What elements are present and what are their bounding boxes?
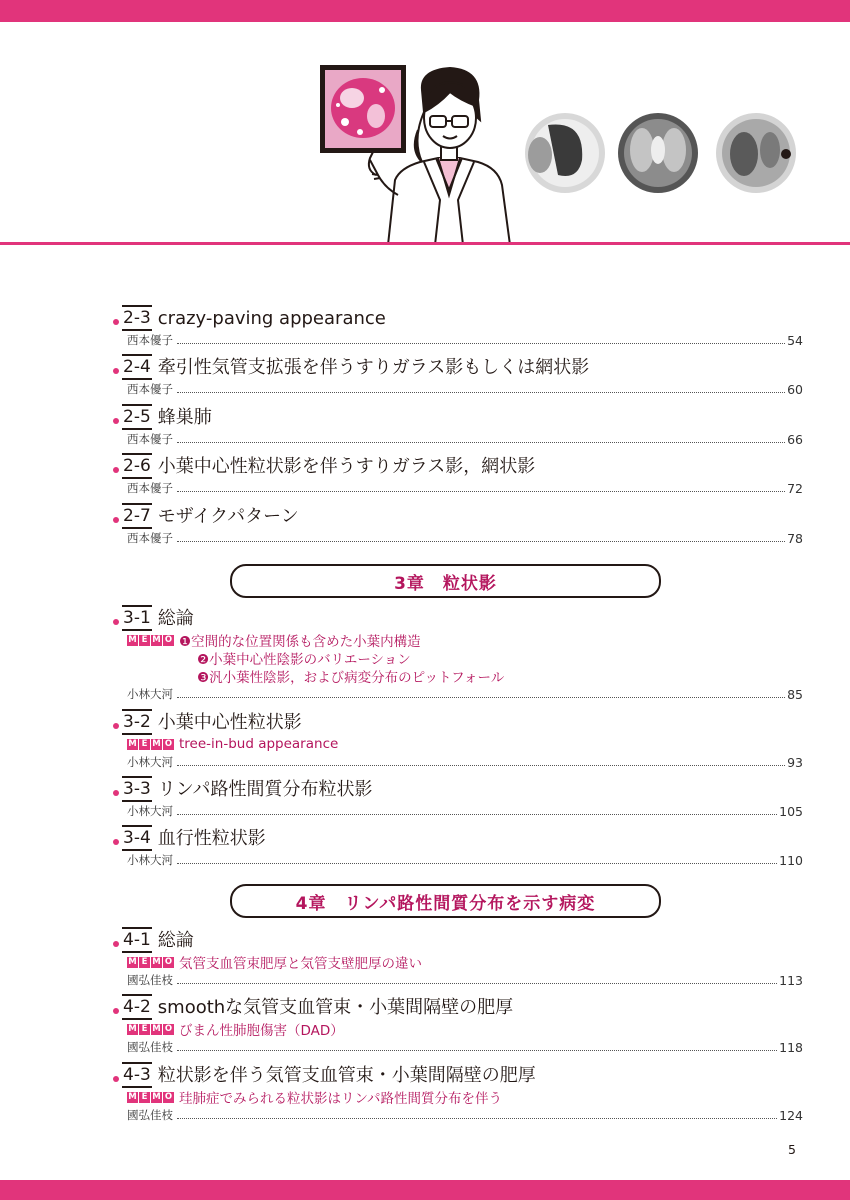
- bullet-icon: [113, 941, 119, 947]
- bullet-icon: [113, 517, 119, 523]
- toc-entry[interactable]: [113, 354, 803, 397]
- bullet-icon: [113, 467, 119, 473]
- author: 小林大河: [127, 804, 173, 818]
- section-number: 4-1: [122, 927, 152, 953]
- memo-text: ❷小葉中心性陰影のバリエーション: [197, 652, 411, 668]
- header-illustration: [300, 50, 820, 245]
- bullet-icon: [113, 1076, 119, 1082]
- section-number: 2-5: [122, 404, 152, 430]
- page-ref: 54: [787, 333, 803, 348]
- bullet-icon: [113, 723, 119, 729]
- bullet-icon: [113, 619, 119, 625]
- section-number: 3-3: [122, 776, 152, 802]
- memo-text: ❶空間的な位置関係も含めた小葉内構造: [179, 634, 421, 650]
- leader-dots: [177, 1118, 777, 1119]
- memo-badge: M E M O: [128, 1091, 173, 1102]
- page-number: 5: [788, 1142, 796, 1157]
- leader-dots: [177, 541, 785, 542]
- leader-dots: [177, 491, 785, 492]
- section-title[interactable]: smoothな気管支血管束・小葉間隔壁の肥厚: [157, 997, 514, 1018]
- section-title[interactable]: リンパ路性間質分布粒状影: [157, 779, 373, 800]
- bullet-icon: [113, 790, 119, 796]
- memo-badge: M E M O: [128, 738, 173, 749]
- page-ref: 118: [779, 1040, 803, 1055]
- toc-entry[interactable]: [113, 709, 803, 770]
- author: 小林大河: [127, 687, 173, 701]
- page-ref: 85: [787, 687, 803, 702]
- toc-entry[interactable]: [113, 825, 803, 868]
- author: 國弘佳枝: [127, 1108, 173, 1122]
- bullet-icon: [113, 319, 119, 325]
- memo-badge: M E M O: [128, 956, 173, 967]
- page-ref: 78: [787, 531, 803, 546]
- section-number: 2-3: [122, 305, 152, 331]
- section-title[interactable]: 粒状影を伴う気管支血管束・小葉間隔壁の肥厚: [157, 1065, 536, 1086]
- memo-text: tree-in-bud appearance: [179, 736, 339, 752]
- author: 國弘佳枝: [127, 973, 173, 987]
- ct-scan-circle-1: [525, 113, 605, 193]
- leader-dots: [177, 814, 777, 815]
- leader-dots: [177, 1050, 777, 1051]
- section-number: 4-3: [122, 1062, 152, 1088]
- ct-film-image: [320, 65, 406, 153]
- page-ref: 60: [787, 382, 803, 397]
- chapter-heading[interactable]: [230, 564, 661, 598]
- bullet-icon: [113, 1008, 119, 1014]
- section-title[interactable]: 小葉中心性粒状影: [157, 712, 302, 733]
- memo-badge: M E M O: [128, 1023, 173, 1034]
- page-ref: 72: [787, 481, 803, 496]
- section-title[interactable]: crazy-paving appearance: [157, 308, 386, 329]
- toc-entry[interactable]: [113, 453, 803, 496]
- section-title[interactable]: 蜂巣肺: [157, 407, 212, 428]
- toc-entry[interactable]: [113, 927, 803, 988]
- author: 西本優子: [127, 481, 173, 495]
- header-divider: [0, 242, 850, 245]
- toc-entry[interactable]: [113, 305, 803, 348]
- toc-entry[interactable]: [113, 605, 803, 702]
- section-number: 3-4: [122, 825, 152, 851]
- author: 國弘佳枝: [127, 1040, 173, 1054]
- author: 西本優子: [127, 531, 173, 545]
- bullet-icon: [113, 839, 119, 845]
- toc-entry[interactable]: [113, 994, 803, 1055]
- toc-entry[interactable]: [113, 776, 803, 819]
- toc-entry[interactable]: [113, 1062, 803, 1123]
- section-number: 3-1: [122, 605, 152, 631]
- page-ref: 105: [779, 804, 803, 819]
- leader-dots: [177, 765, 785, 766]
- leader-dots: [177, 863, 777, 864]
- page-ref: 93: [787, 755, 803, 770]
- section-title[interactable]: 総論: [157, 930, 194, 951]
- bullet-icon: [113, 368, 119, 374]
- leader-dots: [177, 442, 785, 443]
- bullet-icon: [113, 418, 119, 424]
- chapter-title: 4章 リンパ路性間質分布を示す病変: [295, 893, 596, 914]
- section-title[interactable]: 小葉中心性粒状影を伴うすりガラス影，網状影: [157, 456, 536, 477]
- leader-dots: [177, 983, 777, 984]
- toc-entry[interactable]: [113, 404, 803, 447]
- section-title[interactable]: 血行性粒状影: [157, 828, 266, 849]
- page-ref: 110: [779, 853, 803, 868]
- section-title[interactable]: モザイクパターン: [157, 506, 299, 527]
- section-number: 2-7: [122, 503, 152, 529]
- memo-text: 気管支血管束肥厚と気管支壁肥厚の違い: [179, 956, 422, 972]
- section-number: 2-6: [122, 453, 152, 479]
- section-number: 3-2: [122, 709, 152, 735]
- author: 小林大河: [127, 755, 173, 769]
- ct-scan-circle-3: [716, 113, 796, 193]
- author: 小林大河: [127, 853, 173, 867]
- chapter-heading[interactable]: [230, 884, 661, 918]
- author: 西本優子: [127, 382, 173, 396]
- leader-dots: [177, 697, 785, 698]
- memo-text: 珪肺症でみられる粒状影はリンパ路性間質分布を伴う: [179, 1091, 503, 1107]
- ct-scan-circle-2: [618, 113, 698, 193]
- chapter-title: 3章 粒状影: [394, 573, 497, 594]
- leader-dots: [177, 392, 785, 393]
- author: 西本優子: [127, 432, 173, 446]
- toc-entry[interactable]: [113, 503, 803, 546]
- memo-text: ❸汎小葉性陰影，および病変分布のピットフォール: [197, 670, 505, 686]
- section-number: 4-2: [122, 994, 152, 1020]
- page-ref: 124: [779, 1108, 803, 1123]
- top-accent-bar: [0, 0, 850, 22]
- memo-badge: M E M O: [128, 634, 173, 645]
- author: 西本優子: [127, 333, 173, 347]
- leader-dots: [177, 343, 785, 344]
- bottom-accent-bar: [0, 1180, 850, 1200]
- section-number: 2-4: [122, 354, 152, 380]
- page-ref: 113: [779, 973, 803, 988]
- section-title[interactable]: 総論: [157, 608, 194, 629]
- memo-text: びまん性肺胞傷害（DAD）: [179, 1023, 344, 1039]
- section-title[interactable]: 牽引性気管支拡張を伴うすりガラス影もしくは網状影: [157, 357, 590, 378]
- page-ref: 66: [787, 432, 803, 447]
